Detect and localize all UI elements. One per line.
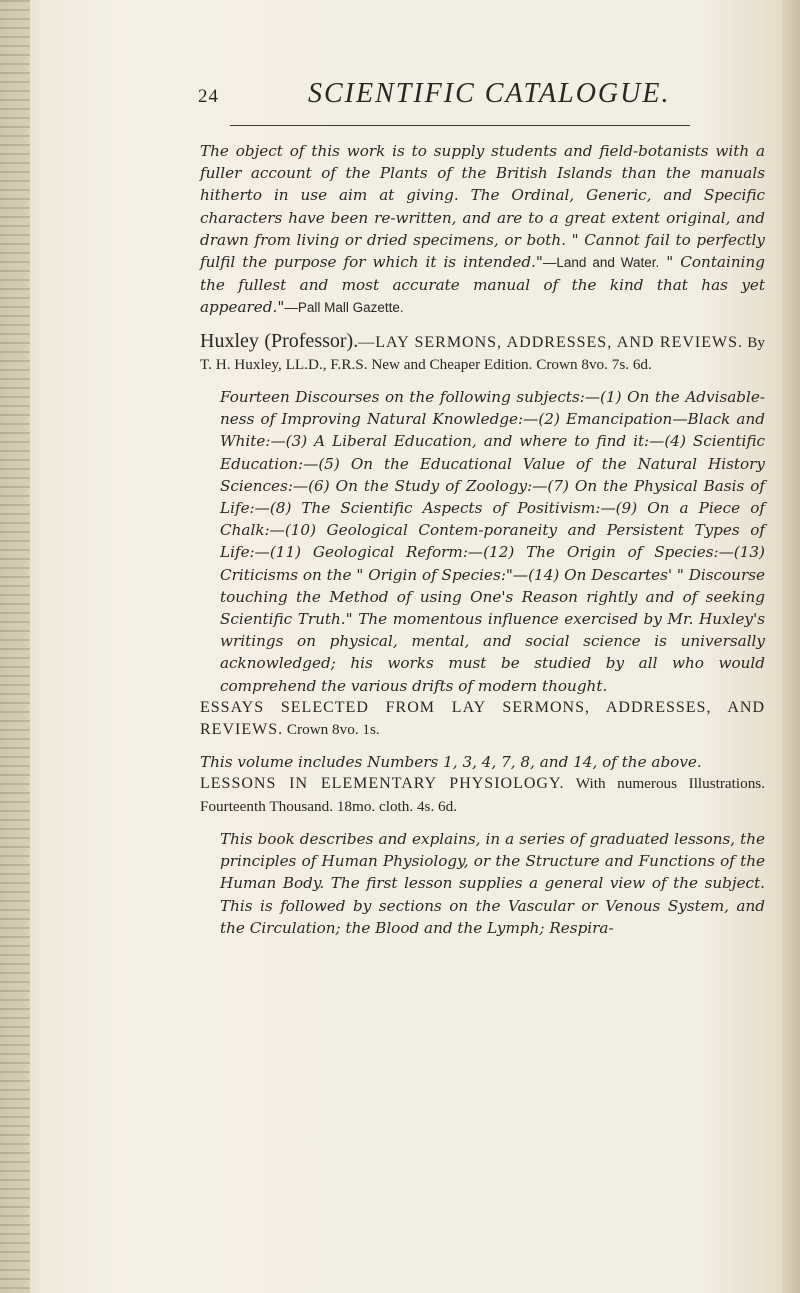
header-rule (230, 125, 690, 126)
essays-entry-heading (200, 697, 765, 741)
essays-note: This volume includes Numbers 1, 3, 4, 7, 8, and 14, of the above. (200, 753, 702, 772)
page-right-edge (782, 0, 800, 1293)
running-title: SCIENTIFIC CATALOGUE. (308, 78, 671, 109)
book-details: By T. H. Huxley, LL.D., F.R.S. New and Cheaper Edition. Crown 8vo. 7s. 6d. (200, 333, 765, 373)
essays-details: Crown 8vo. 1s. (283, 721, 380, 739)
book-binding-edge (0, 0, 30, 1293)
page-number: 24 (198, 86, 219, 107)
huxley-contents: Fourteen Discourses on the following subjects:—(1) On the Advisable-ness of Improving Natural Knowledge:—(2) Emancipation—Black and White:—(3) A Liberal Education, and where to find it:—(4) Scientific Education:—(5) On the Educational Value of the Natural History Sciences:—(6) On the Study of Zoology:—(7) On the Physical Basis of Life:—(8) The Scientific Aspects of Positivism:—(9) On a Piece of Chalk:—(10) Geological Contem-poraneity and Persistent Types of Life:—(11) Geological Reform:—(12) The Origin of Species:—(13) Criticisms on the " Origin of Species:"—(14) On Descartes' " Discourse touching the Method of using One's Reason rightly and of seeking Scientific Truth." The momentous influence exercised by Mr. Huxley's writings on physical, mental, and social science is universally acknowledged; his works must be studied by all who would comprehend the various drifts of modern thought. (220, 388, 765, 695)
review-source-land-and-water: —Land and Water. (542, 255, 660, 271)
catalogue-body (200, 140, 765, 939)
review-source-pall-mall: —Pall Mall Gazette. (284, 300, 404, 316)
page-header (198, 78, 720, 118)
lessons-description: This book describes and explains, in a series of graduated lessons, the principles of Human Physiology, or the Structure and Functions of the Human Body. The first lesson supplies a general view of the subject. This is followed by sections on the Vascular or Venous System, and the Circulation; the Blood and the Lymph; Respira- (220, 829, 765, 937)
huxley-entry-heading (200, 330, 765, 376)
review-text-2: " Containing the fullest and most accurate manual of the kind that has yet appeared." (200, 253, 765, 317)
botany-review (200, 140, 765, 320)
essays-title: ESSAYS SELECTED FROM LAY SERMONS, ADDRESSES, AND REVIEWS. (200, 698, 765, 739)
author-name: Huxley (Professor). (200, 329, 359, 352)
lessons-entry-heading (200, 773, 765, 817)
review-text: The object of this work is to supply students and field-botanists with a fuller account of the Plants of the British Islands than the manuals hitherto in use aim at giving. The Ordinal, Generic, and Specific characters have been re-written, and are to a great extent original, and drawn from living or dried specimens, or both. " Cannot fail to perfectly fulfil the purpose for which it is intended." (200, 142, 765, 272)
book-title: —LAY SERMONS, ADDRESSES, AND REVIEWS. (358, 333, 744, 351)
lessons-details: With numerous Illustrations. Fourteenth Thousand. 18mo. cloth. 4s. 6d. (200, 775, 765, 815)
lessons-title: LESSONS IN ELEMENTARY PHYSIOLOGY. (200, 775, 565, 793)
